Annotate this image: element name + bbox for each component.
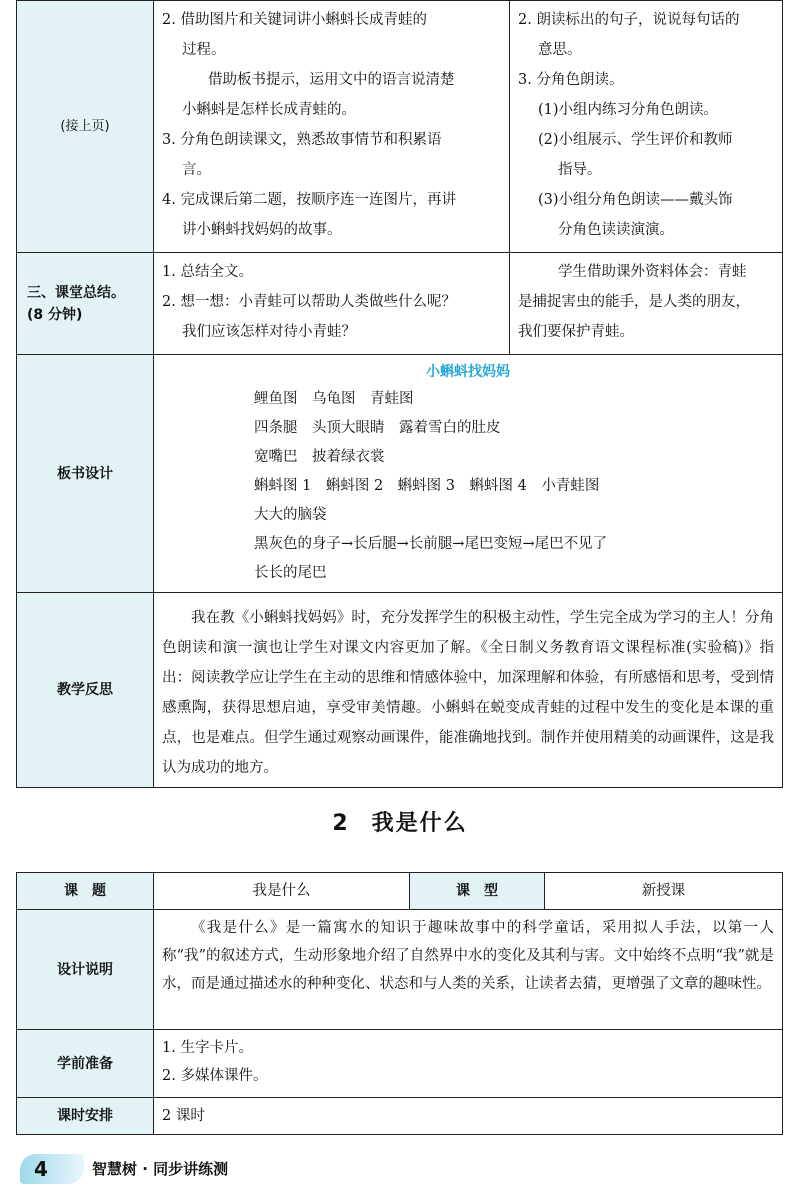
row-board-design (17, 355, 783, 593)
text-line: 分角色读读演演。 (558, 222, 674, 238)
footer-brand: 智慧树 · 同步讲练测 (92, 1160, 229, 1178)
reflection-cell (154, 593, 783, 788)
topic-value: 我是什么 (154, 873, 410, 910)
board-line: 宽嘴巴 披着绿衣裳 (254, 449, 385, 465)
text-line: (3)小组分角色朗读——戴头饰 (538, 192, 733, 208)
row-topic (17, 873, 783, 910)
row-label-summary (17, 253, 154, 355)
prep-item: 1. 生字卡片。 (162, 1040, 253, 1056)
board-line: 黑灰色的身子→长后腿→长前腿→尾巴变短→尾巴不见了 (254, 536, 608, 552)
lesson-title: 我是什么 (371, 811, 468, 836)
text-line: 讲小蝌蚪找妈妈的故事。 (182, 222, 342, 238)
type-label: 课 型 (410, 873, 545, 910)
lesson-plan-table (16, 872, 783, 1135)
design-text: 《我是什么》是一篇寓水的知识于趣味故事中的科学童话，采用拟人手法，以第一人称“我”的叙述方式，生动形象地介绍了自然界中水的变化及其利与害。文中始终不点明“我”就是水，而是通过描述水的种种变化、状态和与人类的关系，让读者去猜，更增强了文章的趣味性。 (162, 920, 774, 992)
teacher-activities-cell (154, 1, 510, 253)
schedule-label: 课时安排 (17, 1098, 154, 1135)
text-line: 3. 分角色朗读课文，熟悉故事情节和积累语 (162, 132, 442, 148)
page-number-badge (20, 1154, 84, 1184)
row-label-board: 板书设计 (17, 355, 154, 593)
text-line: 4. 完成课后第二题，按顺序连一连图片，再讲 (162, 192, 456, 208)
summary-heading: 三、课堂总结。 (27, 284, 125, 301)
page-footer (16, 1150, 416, 1190)
topic-label: 课 题 (17, 873, 154, 910)
text-line: (1)小组内练习分角色朗读。 (538, 102, 719, 118)
board-line: 四条腿 头顶大眼睛 露着雪白的肚皮 (254, 420, 501, 436)
text-line: 指导。 (558, 162, 602, 178)
text-line: 3. 分角色朗读。 (518, 72, 624, 88)
prep-item: 2. 多媒体课件。 (162, 1068, 268, 1084)
schedule-value: 2 课时 (154, 1098, 783, 1135)
text-line: (2)小组展示、学生评价和教师 (538, 132, 733, 148)
design-cell (154, 910, 783, 1030)
text-line: 借助板书提示，运用文中的语言说清楚 (208, 72, 455, 88)
board-design-cell (154, 355, 783, 593)
type-value: 新授课 (545, 873, 783, 910)
row-summary (17, 253, 783, 355)
text-line: 学生借助课外资料体会：青蛙 (558, 264, 747, 280)
text-line: 我们应该怎样对待小青蛙？ (182, 324, 356, 340)
row-reflection (17, 593, 783, 788)
summary-duration: (8 分钟) (27, 306, 83, 323)
row-continued (17, 1, 783, 253)
board-line: 长长的尾巴 (254, 565, 327, 581)
board-line: 大大的脑袋 (254, 507, 327, 523)
text-line: 1. 总结全文。 (162, 264, 253, 280)
prep-label: 学前准备 (17, 1030, 154, 1098)
text-line: 是捕捉害虫的能手，是人类的朋友， (518, 294, 750, 310)
text-line: 小蝌蚪是怎样长成青蛙的。 (182, 102, 356, 118)
text-line: 过程。 (182, 42, 226, 58)
board-line: 蝌蚪图 1 蝌蚪图 2 蝌蚪图 3 蝌蚪图 4 小青蛙图 (254, 478, 600, 494)
board-title: 小蝌蚪找妈妈 (426, 364, 510, 380)
prep-cell (154, 1030, 783, 1098)
text-line: 我们要保护青蛙。 (518, 324, 634, 340)
row-design (17, 910, 783, 1030)
text-line: 意思。 (538, 42, 582, 58)
text-line: 2. 借助图片和关键词讲小蝌蚪长成青蛙的 (162, 12, 427, 28)
text-line: 言。 (182, 162, 211, 178)
row-prep (17, 1030, 783, 1098)
student-activities-cell (510, 1, 783, 253)
reflection-text: 我在教《小蝌蚪找妈妈》时，充分发挥学生的积极主动性，学生完全成为学习的主人！分角色朗读和演一演也让学生对课文内容更加了解。《全日制义务教育语文课程标准(实验稿)》指出：阅读教学应让学生在主动的思维和情感体验中，加深理解和体验，有所感悟和思考，受到情感熏陶，获得思想启迪，享受审美情趣。小蝌蚪在蜕变成青蛙的过程中发生的变化是本课的重点，也是难点。但学生通过观察动画课件，能准确地找到。制作并使用精美的动画课件，这是我认为成功的地方。 (162, 610, 774, 776)
lesson-heading (0, 806, 800, 837)
board-line: 鲤鱼图 乌龟图 青蛙图 (254, 391, 414, 407)
text-line: 2. 朗读标出的句子，说说每句话的 (518, 12, 740, 28)
design-label: 设计说明 (17, 910, 154, 1030)
text-line: 2. 想一想：小青蛙可以帮助人类做些什么呢？ (162, 294, 456, 310)
row-schedule (17, 1098, 783, 1135)
board-content (162, 385, 774, 588)
lesson-number: 2 (332, 811, 350, 836)
summary-student-cell (510, 253, 783, 355)
row-label-continued: (接上页) (17, 1, 154, 253)
summary-teacher-cell (154, 253, 510, 355)
page-number: 4 (34, 1157, 48, 1181)
lesson-plan-table-continued (16, 0, 783, 788)
row-label-reflection: 教学反思 (17, 593, 154, 788)
